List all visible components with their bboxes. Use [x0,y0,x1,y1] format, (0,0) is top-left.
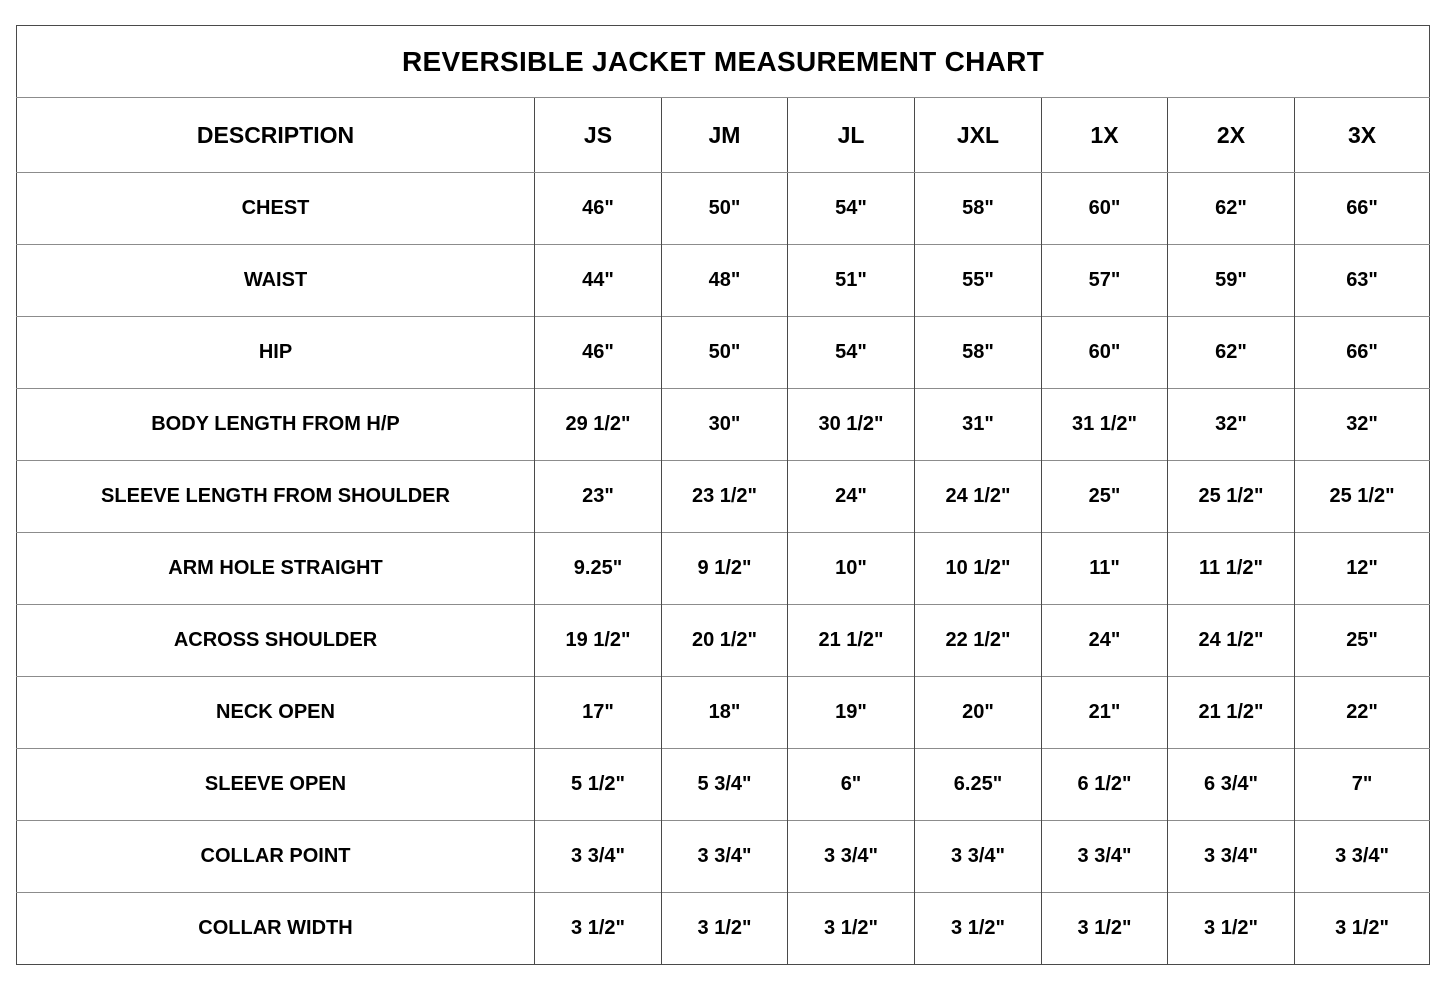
measurement-value: 3 3/4" [1295,821,1430,893]
table-row [17,533,1430,605]
row-label: HIP [17,317,535,389]
measurement-value: 3 1/2" [535,893,662,965]
table-row [17,821,1430,893]
measurement-value: 57" [1042,245,1168,317]
measurement-value: 58" [915,173,1042,245]
row-label: SLEEVE LENGTH FROM SHOULDER [17,461,535,533]
measurement-value: 54" [788,317,915,389]
table-row [17,461,1430,533]
measurement-value: 3 3/4" [662,821,788,893]
measurement-value: 30" [662,389,788,461]
measurement-value: 58" [915,317,1042,389]
measurement-value: 21 1/2" [1168,677,1295,749]
measurement-value: 29 1/2" [535,389,662,461]
measurement-value: 31 1/2" [1042,389,1168,461]
measurement-value: 46" [535,173,662,245]
measurement-value: 20" [915,677,1042,749]
measurement-value: 17" [535,677,662,749]
measurement-value: 3 1/2" [788,893,915,965]
size-header-row [17,98,1430,173]
column-header-3x: 3X [1295,98,1430,173]
measurement-value: 18" [662,677,788,749]
column-header-1x: 1X [1042,98,1168,173]
measurement-value: 3 1/2" [1295,893,1430,965]
table-row [17,389,1430,461]
measurement-value: 50" [662,317,788,389]
measurement-value: 66" [1295,173,1430,245]
measurement-value: 11 1/2" [1168,533,1295,605]
row-label: WAIST [17,245,535,317]
column-header-2x: 2X [1168,98,1295,173]
row-label: ACROSS SHOULDER [17,605,535,677]
measurement-value: 3 1/2" [662,893,788,965]
row-label: BODY LENGTH FROM H/P [17,389,535,461]
measurement-value: 24" [788,461,915,533]
table-row [17,245,1430,317]
measurement-value: 9.25" [535,533,662,605]
table-row [17,605,1430,677]
measurement-value: 25" [1042,461,1168,533]
measurement-value: 59" [1168,245,1295,317]
measurement-value: 66" [1295,317,1430,389]
row-label: SLEEVE OPEN [17,749,535,821]
row-label: COLLAR WIDTH [17,893,535,965]
measurement-value: 32" [1168,389,1295,461]
measurement-value: 3 3/4" [1168,821,1295,893]
measurement-value: 19" [788,677,915,749]
measurement-value: 46" [535,317,662,389]
measurement-value: 21 1/2" [788,605,915,677]
measurement-value: 55" [915,245,1042,317]
measurement-value: 24 1/2" [1168,605,1295,677]
measurement-value: 25 1/2" [1168,461,1295,533]
measurement-value: 7" [1295,749,1430,821]
measurement-value: 5 3/4" [662,749,788,821]
measurement-value: 32" [1295,389,1430,461]
measurement-value: 3 3/4" [915,821,1042,893]
measurement-value: 23" [535,461,662,533]
measurement-value: 12" [1295,533,1430,605]
measurement-value: 19 1/2" [535,605,662,677]
measurement-value: 6" [788,749,915,821]
measurement-value: 9 1/2" [662,533,788,605]
measurement-value: 44" [535,245,662,317]
column-header-js: JS [535,98,662,173]
column-header-jxl: JXL [915,98,1042,173]
measurement-value: 31" [915,389,1042,461]
measurement-value: 6 1/2" [1042,749,1168,821]
measurement-value: 60" [1042,173,1168,245]
measurement-value: 51" [788,245,915,317]
measurement-value: 22" [1295,677,1430,749]
measurement-value: 30 1/2" [788,389,915,461]
measurement-value: 10" [788,533,915,605]
column-header-jm: JM [662,98,788,173]
table-row [17,677,1430,749]
measurement-value: 62" [1168,317,1295,389]
measurement-value: 3 3/4" [1042,821,1168,893]
measurement-value: 10 1/2" [915,533,1042,605]
measurement-value: 60" [1042,317,1168,389]
column-header-jl: JL [788,98,915,173]
measurement-value: 50" [662,173,788,245]
measurement-value: 6 3/4" [1168,749,1295,821]
measurement-value: 22 1/2" [915,605,1042,677]
row-label: CHEST [17,173,535,245]
measurement-value: 23 1/2" [662,461,788,533]
measurement-value: 3 1/2" [1042,893,1168,965]
measurement-value: 48" [662,245,788,317]
measurement-value: 3 3/4" [535,821,662,893]
column-header-description: DESCRIPTION [17,98,535,173]
table-row [17,317,1430,389]
measurement-value: 6.25" [915,749,1042,821]
row-label: NECK OPEN [17,677,535,749]
measurement-value: 25 1/2" [1295,461,1430,533]
measurement-value: 11" [1042,533,1168,605]
table-row [17,893,1430,965]
title-row [17,26,1430,98]
measurement-value: 25" [1295,605,1430,677]
chart-title: REVERSIBLE JACKET MEASUREMENT CHART [17,26,1430,98]
table-row [17,749,1430,821]
measurement-value: 20 1/2" [662,605,788,677]
measurement-value: 3 1/2" [915,893,1042,965]
measurement-value: 24" [1042,605,1168,677]
measurement-value: 62" [1168,173,1295,245]
table-row [17,173,1430,245]
measurement-value: 63" [1295,245,1430,317]
row-label: ARM HOLE STRAIGHT [17,533,535,605]
measurement-value: 3 1/2" [1168,893,1295,965]
measurement-value: 24 1/2" [915,461,1042,533]
measurement-value: 54" [788,173,915,245]
measurement-value: 5 1/2" [535,749,662,821]
row-label: COLLAR POINT [17,821,535,893]
measurement-chart-table [16,25,1430,965]
measurement-value: 3 3/4" [788,821,915,893]
measurement-value: 21" [1042,677,1168,749]
